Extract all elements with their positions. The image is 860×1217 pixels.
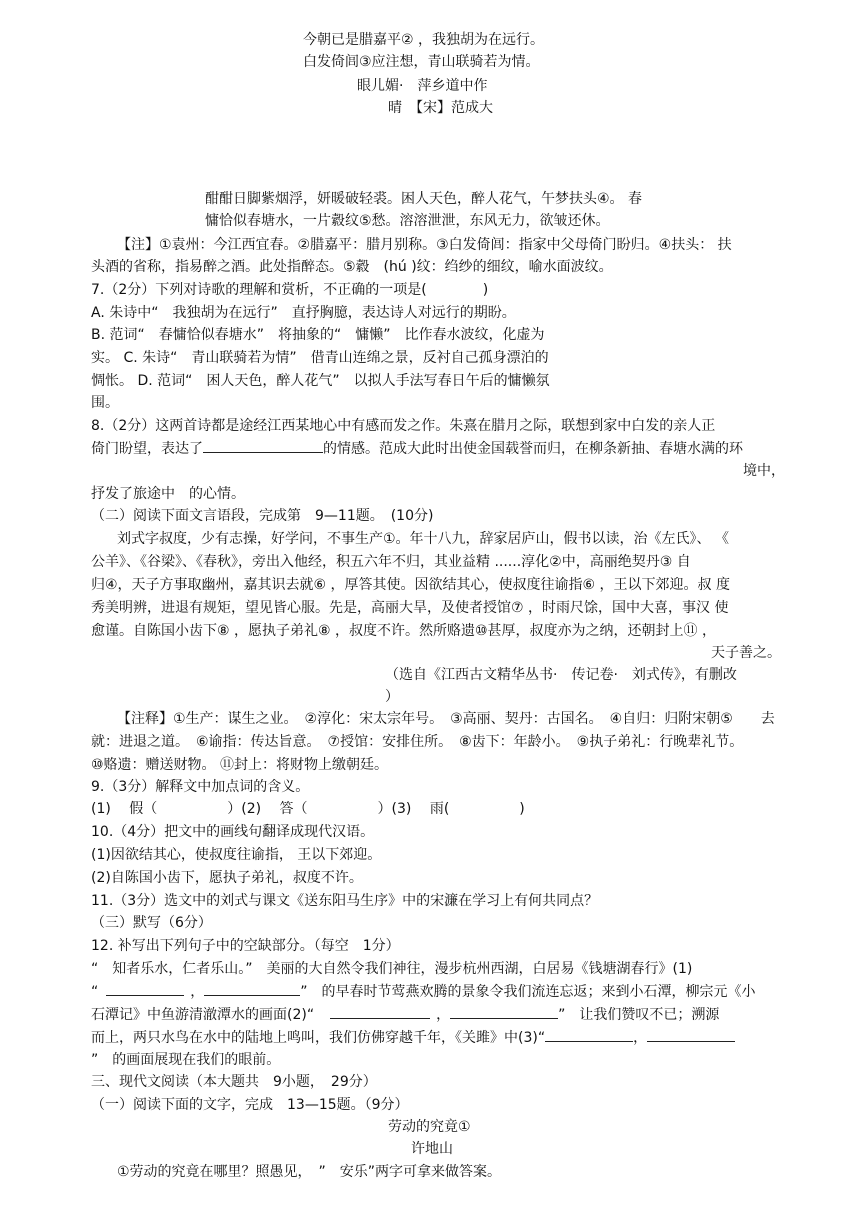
article-author: 许地山 bbox=[411, 1141, 453, 1157]
q8-line2 bbox=[91, 438, 743, 459]
q12-blank-2[interactable] bbox=[204, 981, 300, 996]
part3-heading: 三、现代文阅读（本大题共 9小题， 29分） bbox=[91, 1074, 377, 1090]
q12-line4-a: 而上，两只水鸟在水中的陆地上鸣叫，我们仿佛穿越千年，《关雎》中(3)“ bbox=[91, 1030, 546, 1046]
q7-option-a: A. 朱诗中“ 我独胡为在远行” 直抒胸臆，表达诗人对远行的期盼。 bbox=[91, 305, 516, 321]
q11-stem: 11.（3分）选文中的刘式与课文《送东阳马生序》中的宋濂在学习上有何共同点？ bbox=[91, 893, 599, 909]
q12-line3-comma: ， bbox=[436, 1007, 451, 1023]
passage-line2: 公羊》、《谷梁》、《春秋》，旁出入他经，积五六年不归，其业益精 ......淳化②中，高丽绝契丹③ 自 bbox=[91, 554, 691, 570]
q12-line5: ” 的画面展现在我们的眼前。 bbox=[91, 1052, 281, 1068]
q12-stem: 12. 补写出下列句子中的空缺部分。（每空 1分） bbox=[91, 938, 400, 954]
q12-line4 bbox=[91, 1027, 735, 1048]
q12-line3-a: 石潭记》中鱼游清澈潭水的画面(2)“ bbox=[91, 1007, 315, 1023]
q12-line2-rest: ” 的早春时节莺燕欢腾的景象令我们流连忘返；来到小石潭，柳宗元《小 bbox=[300, 984, 756, 1000]
passage-source: （选自《江西古文精华丛书· 传记卷· 刘式传》，有删改 bbox=[385, 667, 737, 683]
passage-line6: 天子善之。 bbox=[711, 645, 781, 661]
q10-stem: 10.（4分）把文中的画线句翻译成现代汉语。 bbox=[91, 824, 375, 840]
q10-sentence2: (2)自陈国小齿下，愿执子弟礼，叔度不许。 bbox=[91, 870, 363, 886]
passage-line5: 愈谨。自陈国小齿下⑧ ，愿执子弟礼⑧ ，叔度不许。然所赂遗⑩甚厚，叔度亦为之纳，还朝封上⑪ ， bbox=[91, 623, 717, 639]
passage-line4: 秀美明辨，进退有规矩，望见皆心服。先是，高丽大旱，及使者授馆⑦ ，时雨尺馀，国中大喜，事汉 使 bbox=[91, 600, 729, 616]
notes1-line1: 【注】①袁州：今江西宜春。②腊嘉平：腊月别称。③白发倚闾：指家中父母倚门盼归。④扶头： 扶 bbox=[117, 237, 732, 253]
passage-source-end: ） bbox=[385, 689, 399, 705]
q12-line1: “ 知者乐水，仁者乐山。” 美丽的大自然令我们神往，漫步杭州西湖，白居易《钱塘湖春行》(1) bbox=[91, 961, 693, 977]
q12-line2-open-quote: “ bbox=[91, 984, 99, 1000]
notes1-line2: 头酒的省称，指易醉之酒。此处指醉态。⑤縠 (hú )纹：绉纱的细纹，喻水面波纹。 bbox=[91, 259, 613, 275]
q8-line3: 境中， bbox=[743, 463, 785, 479]
q7-option-d-end: 围。 bbox=[91, 395, 119, 411]
passage-line1: 刘式字叔度，少有志操，好学问，不事生产①。年十八九，辞家居庐山，假书以读，治《左氏》、 《 bbox=[117, 531, 729, 547]
q7-stem: 7.（2分）下列对诗歌的理解和赏析，不正确的一项是( ) bbox=[91, 282, 489, 298]
q8-line4: 抒发了旅途中 的心情。 bbox=[91, 486, 245, 502]
passage-notes-line2: 就：进退之道。 ⑥谕指：传达旨意。 ⑦授馆：安排住所。 ⑧齿下：年龄小。 ⑨执子弟礼：行晚辈礼节。 bbox=[91, 734, 744, 750]
part3-subheading: （一）阅读下面的文字，完成 13—15题。（9分） bbox=[91, 1097, 409, 1113]
q9-stem: 9.（3分）解释文中加点词的含义。 bbox=[91, 779, 310, 795]
q7-option-c: 实。 C. 朱诗“ 青山联骑若为情” 借青山连绵之景，反衬自己孤身漂泊的 bbox=[91, 350, 549, 366]
q12-line2-comma: ， bbox=[190, 984, 205, 1000]
passage-notes-line3: ⑩赂遗：赠送财物。 ⑪封上：将财物上缴朝廷。 bbox=[91, 757, 388, 773]
q8-line2-a: 倚门盼望，表达了 bbox=[91, 441, 203, 457]
poem1-line3: 今朝已是腊嘉平② ，我独胡为在远行。 bbox=[303, 32, 544, 48]
section3-heading: （三）默写（6分） bbox=[91, 915, 212, 931]
q12-blank-5[interactable] bbox=[545, 1027, 633, 1042]
q9-items: (1) 假（ ）(2) 答（ ）(3) 雨( ) bbox=[91, 801, 525, 817]
passage-notes-line1: 【注释】①生产：谋生之业。 ②淳化：宋太宗年号。 ③高丽、契丹：古国名。 ④自归：归附宋朝⑤ 去 bbox=[117, 711, 775, 727]
section2-heading: （二）阅读下面文言语段，完成第 9—11题。 (10分) bbox=[91, 508, 434, 524]
q7-option-b: B. 范词“ 春慵恰似春塘水” 将抽象的“ 慵懒” 比作春水波纹，化虚为 bbox=[91, 327, 545, 343]
q12-blank-4[interactable] bbox=[450, 1004, 558, 1019]
q12-blank-3[interactable] bbox=[330, 1004, 430, 1019]
poem2-line1: 酣酣日脚紫烟浮，妍暖破轻裘。困人天色，醉人花气，午梦扶头④。 春 bbox=[205, 191, 642, 207]
q12-blank-1[interactable] bbox=[106, 981, 184, 996]
q12-line2 bbox=[91, 981, 756, 1002]
poem2-author: 晴 【宋】范成大 bbox=[388, 100, 493, 116]
q8-line1: 8.（2分）这两首诗都是途经江西某地心中有感而发之作。朱熹在腊月之际，联想到家中白发的亲人正 bbox=[91, 418, 716, 434]
passage-line3: 归④，天子方事取幽州，嘉其识去就⑥ ，厚答其使。因欲结其心，使叔度往谕指⑥ ，王以下郊迎。叔 度 bbox=[91, 577, 731, 593]
q8-answer-blank[interactable] bbox=[203, 438, 323, 453]
q8-line2-b: 的情感。范成大此时出使金国载誉而归，在柳条新抽、春塘水满的环 bbox=[323, 441, 743, 457]
poem1-line4: 白发倚闾③应注想，青山联骑若为情。 bbox=[303, 54, 540, 70]
q12-line4-comma: ， bbox=[633, 1030, 648, 1046]
article-para1: ①劳动的究竟在哪里？照愚见， ” 安乐”两字可拿来做答案。 bbox=[117, 1164, 502, 1180]
poem2-title: 眼儿媚· 萍乡道中作 bbox=[357, 78, 488, 94]
q10-sentence1: (1)因欲结其心，使叔度往谕指， 王以下郊迎。 bbox=[91, 847, 382, 863]
article-title: 劳动的究竟① bbox=[388, 1119, 471, 1135]
poem2-line2: 慵恰似春塘水，一片縠纹⑤愁。溶溶泄泄，东风无力，欲皱还休。 bbox=[205, 213, 610, 229]
q12-line3 bbox=[91, 1004, 719, 1025]
q7-option-d: 惆怅。 D. 范词“ 困人天色，醉人花气” 以拟人手法写春日午后的慵懒氛 bbox=[91, 373, 550, 389]
q12-blank-6[interactable] bbox=[647, 1027, 735, 1042]
q12-line3-rest: ” 让我们赞叹不已；溯源 bbox=[558, 1007, 720, 1023]
